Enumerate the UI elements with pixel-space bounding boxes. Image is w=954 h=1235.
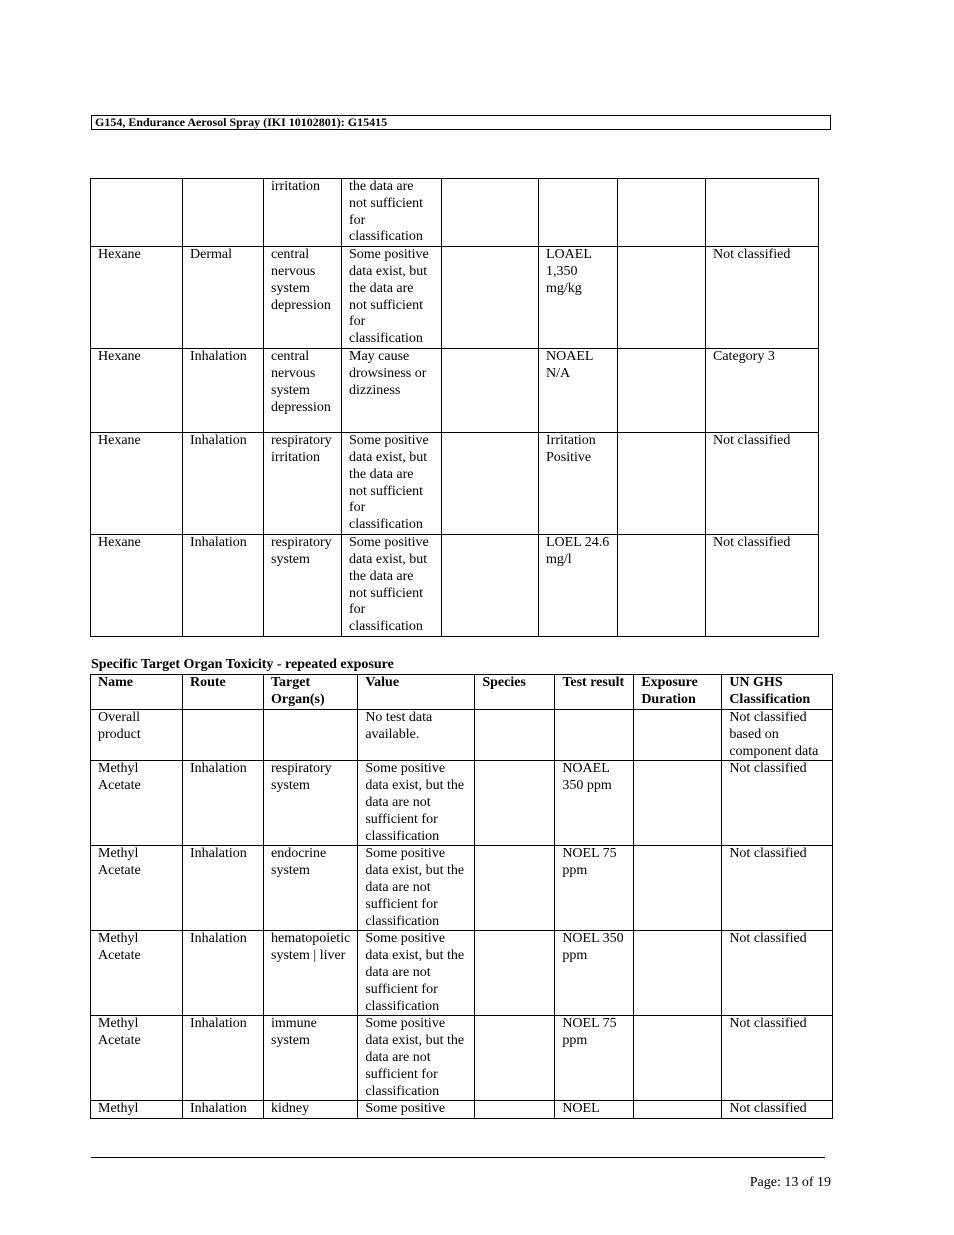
exposure-duration-cell [634, 1101, 722, 1119]
route-cell: Inhalation [183, 535, 264, 637]
species-cell [475, 710, 555, 761]
species-cell [442, 535, 539, 637]
target-organ-cell: irritation [264, 179, 342, 247]
test-result-cell: NOEL 75 ppm [555, 846, 634, 931]
table-header-row [91, 675, 833, 710]
species-cell [442, 179, 539, 247]
name-cell: Methyl Acetate [91, 1016, 183, 1101]
target-organ-cell: respiratory system [264, 535, 342, 637]
value-cell: the data are not sufficient for classification [342, 179, 442, 247]
name-cell: Methyl Acetate [91, 846, 183, 931]
classification-cell: Not classified [722, 1016, 833, 1101]
test-result-cell: NOEL 75 ppm [555, 1016, 634, 1101]
classification-cell: Not classified [722, 931, 833, 1016]
species-cell [475, 931, 555, 1016]
species-cell [442, 247, 539, 349]
name-cell: Hexane [91, 535, 183, 637]
classification-cell: Not classified [706, 535, 819, 637]
classification-cell: Not classified [706, 247, 819, 349]
name-cell: Hexane [91, 349, 183, 433]
route-cell: Inhalation [183, 1101, 264, 1119]
value-cell: Some positive data exist, but the data are not sufficient for classification [358, 1016, 475, 1101]
table-row [91, 433, 819, 535]
value-cell: No test data available. [358, 710, 475, 761]
route-cell: Inhalation [183, 433, 264, 535]
exposure-duration-cell [634, 931, 722, 1016]
classification-cell: Category 3 [706, 349, 819, 433]
test-result-cell: LOAEL 1,350 mg/kg [539, 247, 618, 349]
column-header-value: Value [358, 675, 475, 710]
value-cell: Some positive data exist, but the data are not sufficient for classification [358, 846, 475, 931]
test-result-cell: NOAEL N/A [539, 349, 618, 433]
route-cell: Inhalation [183, 349, 264, 433]
column-header-route: Route [183, 675, 264, 710]
column-header-test-result: Test result [555, 675, 634, 710]
classification-cell [706, 179, 819, 247]
table-row [91, 846, 833, 931]
species-cell [475, 1101, 555, 1119]
classification-cell: Not classified [706, 433, 819, 535]
column-header-exposure-duration: Exposure Duration [634, 675, 722, 710]
route-cell [183, 710, 264, 761]
test-result-cell: LOEL 24.6 mg/l [539, 535, 618, 637]
target-organ-cell: central nervous system depression [264, 349, 342, 433]
exposure-duration-cell [634, 710, 722, 761]
exposure-duration-cell [618, 433, 706, 535]
value-cell: May cause drowsiness or dizziness [342, 349, 442, 433]
target-organ-cell: central nervous system depression [264, 247, 342, 349]
route-cell: Dermal [183, 247, 264, 349]
value-cell: Some positive [358, 1101, 475, 1119]
table-row [91, 179, 819, 247]
species-cell [442, 433, 539, 535]
name-cell: Methyl [91, 1101, 183, 1119]
value-cell: Some positive data exist, but the data are not sufficient for classification [342, 535, 442, 637]
species-cell [475, 761, 555, 846]
column-header-target-organ: Target Organ(s) [264, 675, 358, 710]
test-result-cell [539, 179, 618, 247]
name-cell [91, 179, 183, 247]
target-organ-cell: respiratory system [264, 761, 358, 846]
footer-divider [91, 1157, 825, 1158]
name-cell: Methyl Acetate [91, 761, 183, 846]
route-cell: Inhalation [183, 761, 264, 846]
target-organ-cell: immune system [264, 1016, 358, 1101]
target-organ-cell: respiratory irritation [264, 433, 342, 535]
exposure-duration-cell [634, 761, 722, 846]
classification-cell: Not classified [722, 1101, 833, 1119]
exposure-duration-cell [618, 535, 706, 637]
classification-cell: Not classified based on component data [722, 710, 833, 761]
table-row [91, 349, 819, 433]
name-cell: Methyl Acetate [91, 931, 183, 1016]
name-cell: Hexane [91, 247, 183, 349]
repeated-exposure-table [90, 674, 833, 1119]
column-header-name: Name [91, 675, 183, 710]
table-row [91, 710, 833, 761]
value-cell: Some positive data exist, but the data are not sufficient for classification [358, 761, 475, 846]
exposure-duration-cell [634, 846, 722, 931]
test-result-cell: NOAEL 350 ppm [555, 761, 634, 846]
table-row [91, 1016, 833, 1101]
value-cell: Some positive data exist, but the data are not sufficient for classification [342, 433, 442, 535]
target-organ-cell: hematopoietic system | liver [264, 931, 358, 1016]
route-cell: Inhalation [183, 931, 264, 1016]
section-title-repeated-exposure: Specific Target Organ Toxicity - repeated exposure [91, 657, 394, 672]
route-cell: Inhalation [183, 846, 264, 931]
exposure-duration-cell [634, 1016, 722, 1101]
column-header-species: Species [475, 675, 555, 710]
classification-cell: Not classified [722, 846, 833, 931]
exposure-duration-cell [618, 179, 706, 247]
name-cell: Overall product [91, 710, 183, 761]
target-organ-cell: endocrine system [264, 846, 358, 931]
document-header: G154, Endurance Aerosol Spray (IKI 10102801): G15415 [91, 115, 831, 130]
target-organ-cell: kidney [264, 1101, 358, 1119]
exposure-duration-cell [618, 349, 706, 433]
exposure-duration-cell [618, 247, 706, 349]
page-number: Page: 13 of 19 [749, 1175, 831, 1190]
route-cell [183, 179, 264, 247]
table-row [91, 931, 833, 1016]
species-cell [475, 846, 555, 931]
name-cell: Hexane [91, 433, 183, 535]
single-exposure-table-continued [90, 178, 819, 637]
route-cell: Inhalation [183, 1016, 264, 1101]
column-header-classification: UN GHS Classification [722, 675, 833, 710]
species-cell [442, 349, 539, 433]
test-result-cell: NOEL [555, 1101, 634, 1119]
test-result-cell: NOEL 350 ppm [555, 931, 634, 1016]
test-result-cell: Irritation Positive [539, 433, 618, 535]
table-row [91, 535, 819, 637]
table-row [91, 1101, 833, 1119]
target-organ-cell [264, 710, 358, 761]
table-row [91, 761, 833, 846]
table-row [91, 247, 819, 349]
value-cell: Some positive data exist, but the data are not sufficient for classification [342, 247, 442, 349]
species-cell [475, 1016, 555, 1101]
classification-cell: Not classified [722, 761, 833, 846]
test-result-cell [555, 710, 634, 761]
value-cell: Some positive data exist, but the data are not sufficient for classification [358, 931, 475, 1016]
